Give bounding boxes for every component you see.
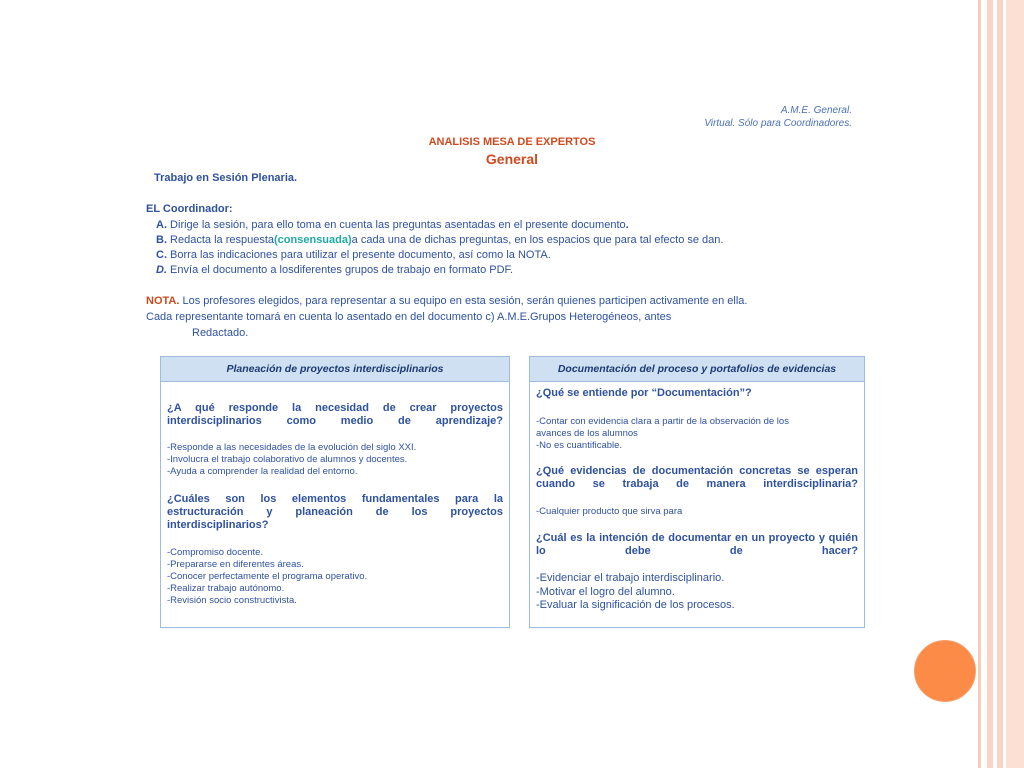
planning-question-1: ¿A qué responde la necesidad de crear proyectos interdisciplinarios como medio de aprendizaje?: [167, 402, 503, 427]
note-line-2: Cada representante tomará en cuenta lo asentado en del documento c) A.M.E.Grupos Heterogéneos, antes: [146, 311, 672, 323]
header-line: Virtual. Sólo para Coordinadores.: [704, 118, 852, 129]
decorative-circle: [914, 640, 976, 702]
document-subtitle: General: [485, 151, 539, 167]
answer-line: -Ayuda a comprender la realidad del entorno.: [167, 466, 358, 477]
planning-answer-2: [167, 547, 367, 607]
answer-line: -No es cuantificable.: [536, 440, 623, 451]
documentation-answer-2: [536, 506, 682, 518]
document-title: ANALISIS MESA DE EXPERTOS: [428, 136, 596, 148]
coordinator-item-c: [156, 249, 551, 261]
item-end: .: [625, 219, 629, 231]
document-sheet: [114, 78, 910, 690]
answer-line: -Contar con evidencia clara a partir de la observación de los: [536, 416, 789, 427]
answer-line: -Conocer perfectamente el programa operativo.: [167, 571, 368, 582]
answer-line: -Motivar el logro del alumno.: [536, 585, 675, 598]
item-text: Redacta la respuesta: [167, 234, 275, 246]
answer-line: -Evidenciar el trabajo interdisciplinario.: [536, 572, 725, 584]
stripe: [987, 0, 993, 768]
answer-line: -Cualquier producto que sirva para: [536, 506, 683, 517]
item-text: a cada una de dichas preguntas, en los espacios que para tal efecto se dan.: [351, 234, 724, 246]
planning-answer-1: [167, 442, 416, 478]
coordinator-item-d: [156, 264, 513, 276]
documentation-question-3: ¿Cuál es la intención de documentar en un proyecto y quién lo debe de hacer?: [536, 532, 858, 557]
note-line-3: Redactado.: [192, 327, 249, 339]
note-text: Los profesores elegidos, para representar a su equipo en esta sesión, serán quienes participen activamente en ella.: [179, 295, 748, 307]
answer-line: -Compromiso docente.: [167, 547, 264, 558]
answer-line: -Involucra el trabajo colaborativo de alumnos y docentes.: [167, 454, 408, 465]
coordinator-heading: EL Coordinador:: [146, 203, 233, 215]
note-line-1: [146, 295, 747, 307]
consensus-highlight: (consensuada): [274, 234, 352, 246]
stripe: [1006, 0, 1024, 768]
item-letter: B.: [156, 234, 167, 246]
document-header: [704, 104, 852, 130]
answer-line: -Evaluar la significación de los procesos.: [536, 599, 735, 611]
session-label: Trabajo en Sesión Plenaria.: [154, 172, 298, 184]
note-label: NOTA.: [146, 295, 180, 307]
planning-question-2: ¿Cuáles son los elementos fundamentales para la estructuración y planeación de los proyectos interdisciplinarios?: [167, 493, 503, 531]
documentation-box-title: Documentación del proceso y portafolios de evidencias: [530, 357, 864, 382]
documentation-question-2: ¿Qué evidencias de documentación concretas se esperan cuando se trabaja de manera interdisciplinaria?: [536, 465, 858, 490]
stripe: [978, 0, 981, 768]
stripe: [997, 0, 1003, 768]
decorative-stripes: [978, 0, 1024, 768]
coordinator-item-b: [156, 234, 723, 246]
item-letter: A.: [156, 219, 167, 231]
answer-line: -Responde a las necesidades de la evolución del siglo XXI.: [167, 442, 417, 453]
answer-line: -Prepararse en diferentes áreas.: [167, 559, 304, 570]
answer-line: -Realizar trabajo autónomo.: [167, 583, 285, 594]
item-letter: D.: [156, 264, 167, 276]
header-line: A.M.E. General.: [780, 105, 852, 116]
item-letter: C.: [156, 249, 167, 261]
documentation-question-1: ¿Qué se entiende por “Documentación”?: [536, 387, 752, 399]
planning-box: [160, 356, 510, 628]
planning-box-title: Planeación de proyectos interdisciplinarios: [161, 357, 509, 382]
coordinator-item-a: [156, 219, 629, 231]
documentation-answer-1: [536, 416, 789, 452]
item-text: Borra las indicaciones para utilizar el presente documento, así como la NOTA.: [167, 249, 551, 261]
documentation-answer-3: [536, 572, 735, 613]
item-text: Dirige la sesión, para ello toma en cuenta las preguntas asentadas en el presente documento: [167, 219, 626, 231]
item-text: Envía el documento a losdiferentes grupos de trabajo en formato PDF.: [167, 264, 514, 276]
answer-line: avances de los alumnos: [536, 428, 638, 439]
answer-line: -Revisión socio constructivista.: [167, 595, 297, 606]
documentation-box: [529, 356, 865, 628]
